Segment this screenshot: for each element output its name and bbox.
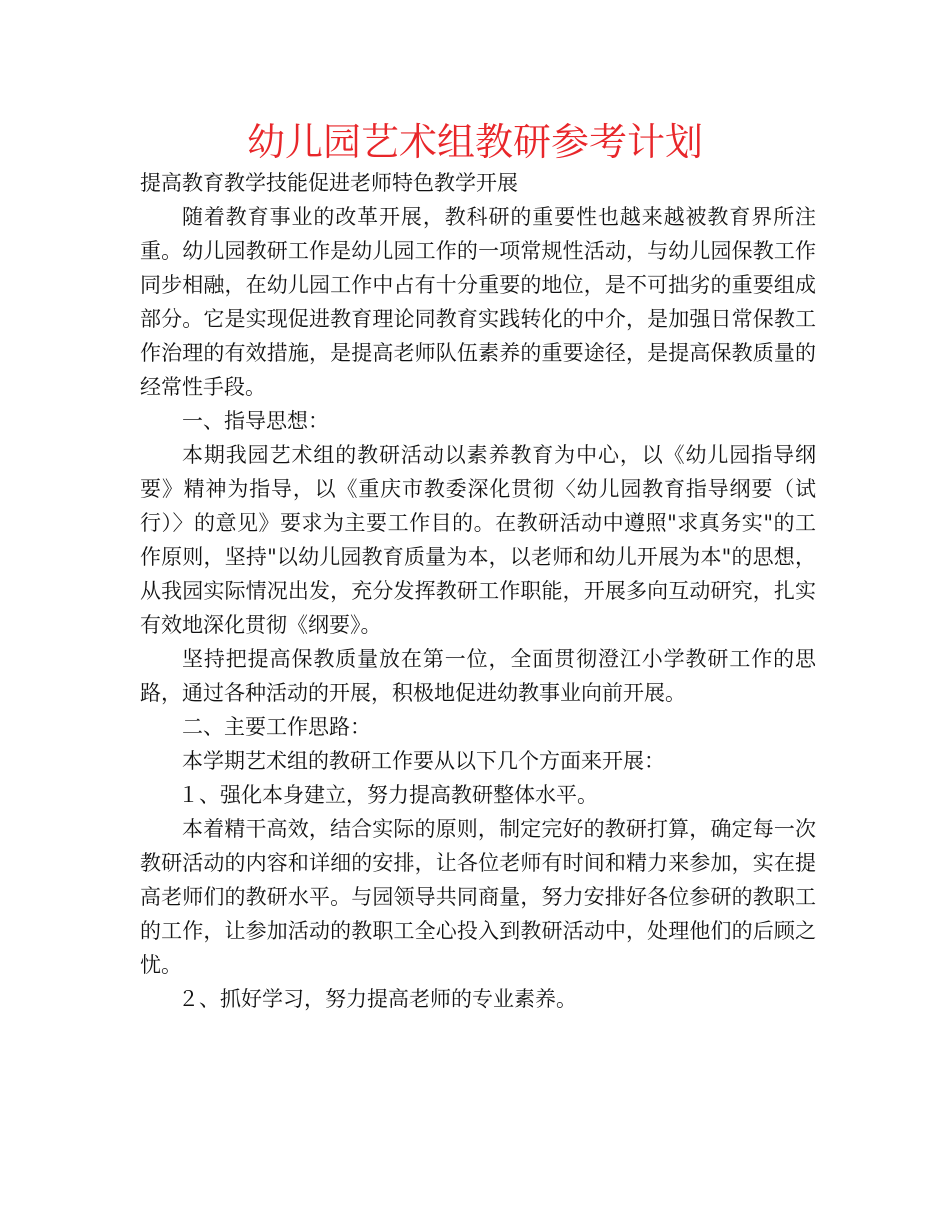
section-heading-guiding-ideology: 一、指导思想： xyxy=(182,409,329,433)
document-subtitle: 提高教育教学技能促进老师特色教学开展 xyxy=(140,171,518,195)
list-item-1-paragraph: 本着精干高效，结合实际的原则，制定完好的教研打算，确定每一次教研活动的内容和详细的安排，让各位老师有时间和精力来参加，实在提高老师们的教研水平。与园领导共同商量，努力安排好各位参研的教职工的工作，让参加活动的教职工全心投入到教研活动中，处理他们的后顾之忧。 xyxy=(140,817,816,977)
intro-paragraph: 随着教育事业的改革开展，教科研的重要性也越来越被教育界所注重。幼儿园教研工作是幼儿园工作的一项常规性活动，与幼儿园保教工作同步相融，在幼儿园工作中占有十分重要的地位，是不可拙劣的重要组成部分。它是实现促进教育理论同教育实践转化的中介，是加强日常保教工作治理的有效措施，是提高老师队伍素养的重要途径，是提高保教质量的经常性手段。 xyxy=(140,205,816,399)
quality-paragraph: 坚持把提高保教质量放在第一位，全面贯彻澄江小学教研工作的思路，通过各种活动的开展，积极地促进幼教事业向前开展。 xyxy=(140,647,816,705)
section-heading-work-approach: 二、主要工作思路： xyxy=(182,715,371,739)
list-item-2: ２、抓好学习，努力提高老师的专业素养。 xyxy=(178,987,577,1011)
document-body xyxy=(140,166,816,1016)
document-title: 幼儿园艺术组教研参考计划 xyxy=(246,120,703,164)
guiding-ideology-paragraph: 本期我园艺术组的教研活动以素养教育为中心，以《幼儿园指导纲要》精神为指导，以《重庆市教委深化贯彻〈幼儿园教育指导纲要（试行）〉的意见》要求为主要工作目的。在教研活动中遵照"求真务实"的工作原则，坚持"以幼儿园教育质量为本，以老师和幼儿开展为本"的思想，从我园实际情况出发，充分发挥教研工作职能，开展多向互动研究，扎实有效地深化贯彻《纲要》。 xyxy=(140,443,816,637)
list-item-1: １、强化本身建立，努力提高教研整体水平。 xyxy=(178,783,598,807)
work-approach-intro: 本学期艺术组的教研工作要从以下几个方面来开展： xyxy=(182,749,665,773)
